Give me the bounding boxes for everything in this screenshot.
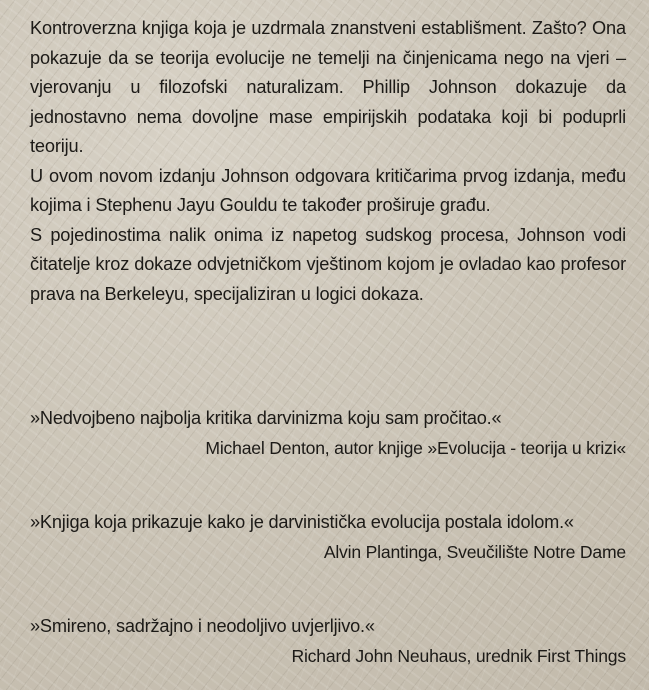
quote-author: Michael Denton, autor knjige »Evolucija - teorija u krizi« — [205, 437, 626, 458]
blurb-paragraph-2: U ovom novom izdanju Johnson odgovara kritičarima prvog izdanja, među kojima i Stephenu Jayu Gouldu te također proširuje građu. — [30, 165, 626, 215]
blurb-paragraph-1: Kontroverzna knjiga koja je uzdrmala znanstveni establišment. Zašto? Ona pokazuje da se teorija evolucije ne temelji na činjenicama nego na vjeri – vjerovanju u filozofski naturalizam. Phillip Johnson dokazuje da jednostavno nema dovoljne mase empirijskih podataka koji bi poduprli teoriju. — [30, 18, 626, 156]
blurb-paragraph-3: S pojedinostima nalik onima iz napetog sudskog procesa, Johnson vodi čitatelje kroz dokaze odvjetničkom vještinom kojom je ovladao kao profesor prava na Berkeleyu, specijaliziran u logici dokaza. — [30, 224, 626, 304]
quote-text: »Knjiga koja prikazuje kako je darvinistička evolucija postala idolom.« — [30, 512, 574, 532]
quote-author: Alvin Plantinga, Sveučilište Notre Dame — [323, 541, 626, 562]
back-cover-text — [30, 14, 626, 666]
review-quote-2 — [30, 508, 626, 567]
quote-text: »Nedvojbeno najbolja kritika darvinizma koju sam pročitao.« — [30, 408, 502, 428]
quote-author: Richard John Neuhaus, urednik First Things — [291, 645, 626, 666]
review-quote-3 — [30, 612, 626, 671]
review-quote-1 — [30, 404, 626, 463]
quote-text: »Smireno, sadržajno i neodoljivo uvjerljivo.« — [30, 616, 375, 636]
blurb — [30, 14, 626, 309]
